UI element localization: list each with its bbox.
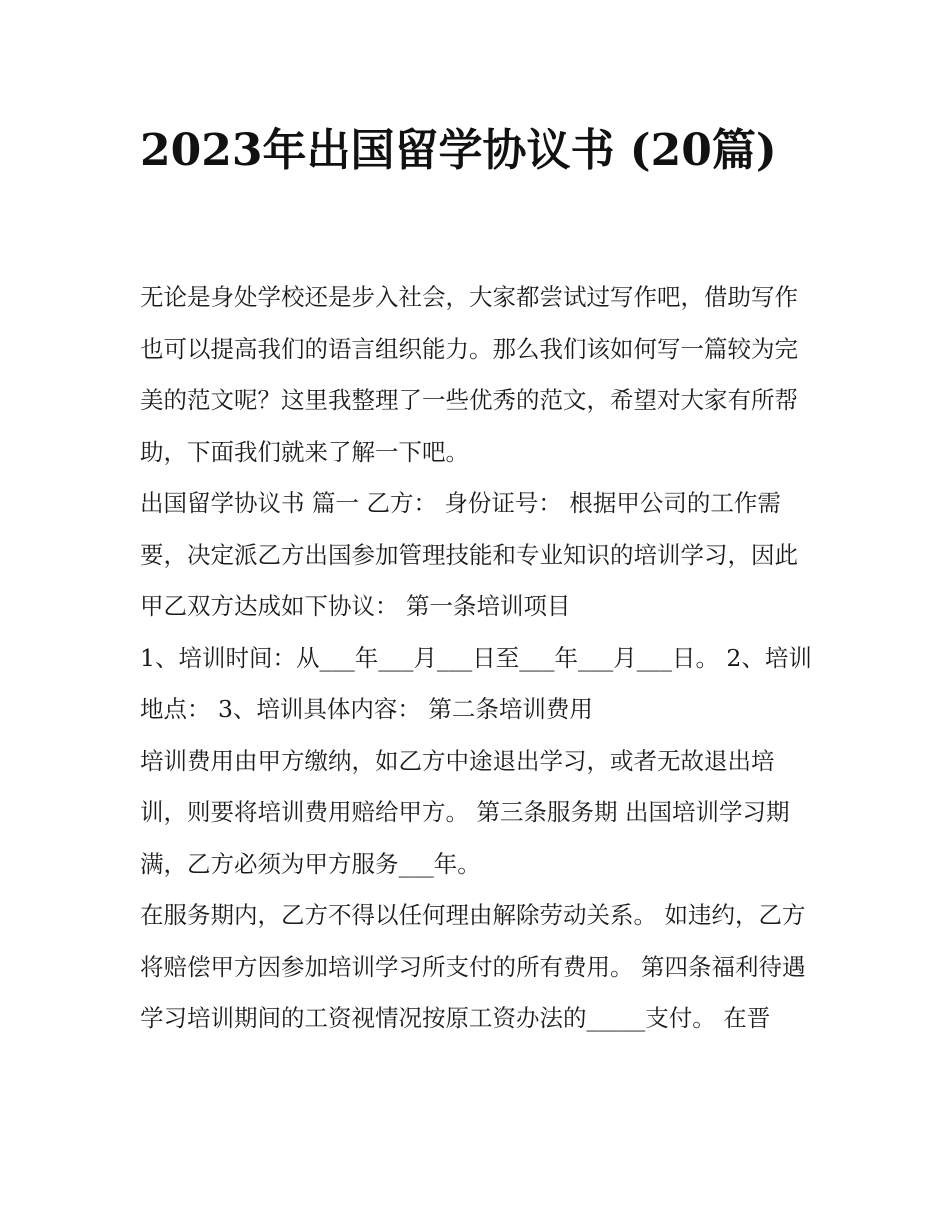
- paragraph-service-period: 在服务期内，乙方不得以任何理由解除劳动关系。 如违约，乙方将赔偿甲方因参加培训学习所支付的所有费用。 第四条福利待遇: [140, 901, 806, 981]
- paragraph-training-time: 1、培训时间：从___年___月___日至___年___月___日。 2、培训地点： 3、培训具体内容： 第二条培训费用: [140, 643, 812, 723]
- paragraph-intro: 无论是身处学校还是步入社会，大家都尝试过写作吧，借助写作也可以提高我们的语言组织能力。那么我们该如何写一篇较为完美的范文呢？这里我整理了一些优秀的范文，希望对大家有所帮助，下面我们就来了解一下吧。: [140, 283, 798, 466]
- paragraph-article-one: 出国留学协议书 篇一 乙方： 身份证号： 根据甲公司的工作需要，决定派乙方出国参加管理技能和专业知识的培训学习，因此甲乙双方达成如下协议： 第一条培训项目: [140, 489, 798, 620]
- paragraph-salary: 学习培训期间的工资视情况按原工资办法的_____支付。 在晋: [140, 1004, 771, 1032]
- paragraph-training-fee: 培训费用由甲方缴纳，如乙方中途退出学习，或者无故退出培训，则要将培训费用赔给甲方。 第三条服务期 出国培训学习期满，乙方必须为甲方服务___年。: [140, 746, 790, 878]
- document-body: [140, 272, 820, 1045]
- document-title: 2023年出国留学协议书 (20篇): [140, 125, 777, 176]
